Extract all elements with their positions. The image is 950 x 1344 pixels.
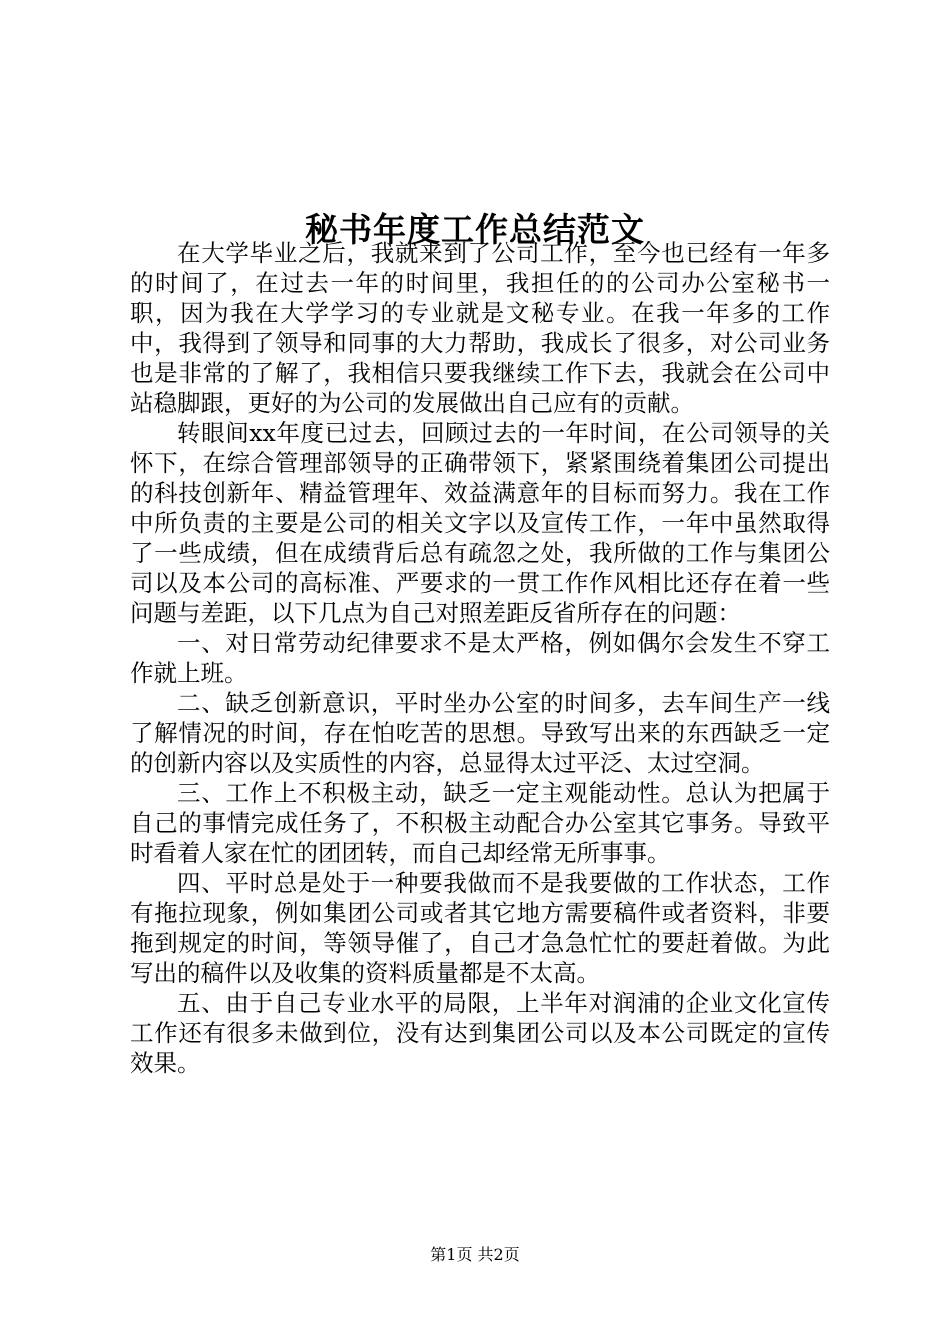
paragraph-issue-2: 二、缺乏创新意识，平时坐办公室的时间多，去车间生产一线了解情况的时间，存在怕吃苦的思想。导致写出来的东西缺乏一定的创新内容以及实质性的内容，总显得太过平泛、太过空洞。	[130, 689, 830, 777]
document-body	[130, 238, 830, 1078]
paragraph-review: 转眼间xx年度已过去，回顾过去的一年时间，在公司领导的关怀下，在综合管理部领导的正确带领下，紧紧围绕着集团公司提出的科技创新年、精益管理年、效益满意年的目标而努力。我在工作中所负责的主要是公司的相关文字以及宣传工作，一年中虽然取得了一些成绩，但在成绩背后总有疏忽之处，我所做的工作与集团公司以及本公司的高标准、严要求的一贯工作作风相比还存在着一些问题与差距，以下几点为自己对照差距反省所存在的问题：	[130, 419, 830, 627]
document-title: 秘书年度工作总结范文	[305, 210, 645, 250]
paragraph-issue-3: 三、工作上不积极主动，缺乏一定主观能动性。总认为把属于自己的事情完成任务了，不积极主动配合办公室其它事务。导致平时看着人家在忙的团团转，而自己却经常无所事事。	[130, 779, 830, 867]
paragraph-intro: 在大学毕业之后，我就来到了公司工作，至今也已经有一年多的时间了，在过去一年的时间里，我担任的的公司办公室秘书一职，因为我在大学学习的专业就是文秘专业。在我一年多的工作中，我得到了领导和同事的大力帮助，我成长了很多，对公司业务也是非常的了解了，我相信只要我继续工作下去，我就会在公司中站稳脚跟，更好的为公司的发展做出自己应有的贡献。	[130, 239, 830, 417]
page-number-footer: 第1页 共2页	[430, 1245, 520, 1264]
paragraph-issue-1: 一、对日常劳动纪律要求不是太严格，例如偶尔会发生不穿工作就上班。	[130, 629, 830, 687]
paragraph-issue-5: 五、由于自己专业水平的局限，上半年对润浦的企业文化宣传工作还有很多未做到位，没有达到集团公司以及本公司既定的宣传效果。	[130, 989, 830, 1077]
paragraph-issue-4: 四、平时总是处于一种要我做而不是我要做的工作状态，工作有拖拉现象，例如集团公司或者其它地方需要稿件或者资料，非要拖到规定的时间，等领导催了，自己才急急忙忙的要赶着做。为此写出的稿件以及收集的资料质量都是不太高。	[130, 869, 830, 987]
